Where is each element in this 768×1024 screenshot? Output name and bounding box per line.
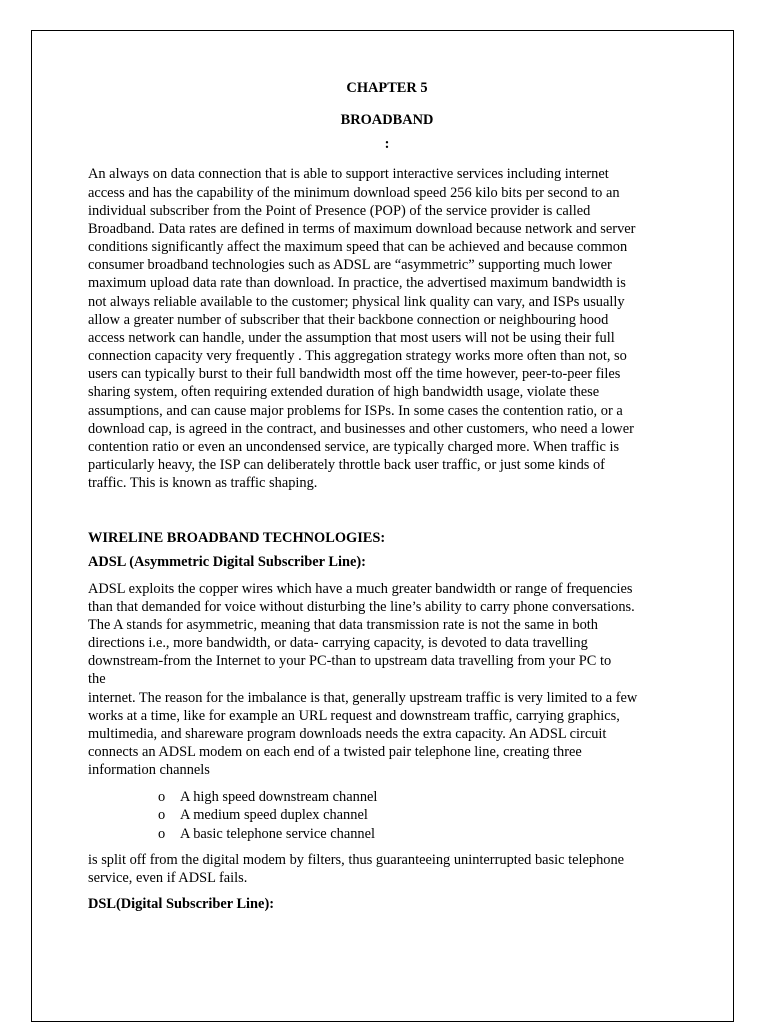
adsl-line: directions i.e., more bandwidth, or data- carrying capacity, is devoted to data travelling (88, 635, 588, 652)
intro-line: download cap, is agreed in the contract, and businesses and other customers, who need a lower (88, 420, 634, 437)
adsl-line: internet. The reason for the imbalance is that, generally upstream traffic is very limited to a few (88, 689, 638, 706)
adsl-line: The A stands for asymmetric, meaning that data transmission rate is not the same in both (88, 616, 598, 633)
intro-line: not always reliable available to the customer; physical link quality can vary, and ISPs usually (88, 293, 625, 310)
adsl-line: information channels (88, 762, 210, 779)
intro-line: maximum upload data rate than download. In practice, the advertised maximum bandwidth is (88, 275, 626, 292)
intro-line: individual subscriber from the Point of Presence (POP) of the service provider is called (88, 202, 591, 219)
adsl-line: works at a time, like for example an URL request and downstream traffic, carrying graphics, (88, 707, 620, 724)
list-item (158, 806, 686, 824)
list-item (158, 788, 686, 806)
adsl-channel-list (88, 788, 686, 842)
intro-line: access network can handle, under the assumption that most users will not be using their full (88, 329, 615, 346)
list-item-text: A high speed downstream channel (180, 789, 378, 806)
section-heading-wireline: WIRELINE BROADBAND TECHNOLOGIES: (88, 530, 386, 547)
intro-line: contention ratio or even an uncondensed service, are typically charged more. When traffic is (88, 438, 620, 455)
adsl-line: the (88, 671, 106, 688)
intro-line: particularly heavy, the ISP can deliberately throttle back user traffic, or just some kinds of (88, 456, 605, 473)
list-item-text: A medium speed duplex channel (180, 807, 368, 824)
after-list-line: service, even if ADSL fails. (88, 869, 248, 886)
after-list-line: is split off from the digital modem by filters, thus guaranteeing uninterrupted basic telephone (88, 851, 625, 868)
title-colon: : (384, 136, 390, 153)
section-heading-adsl: ADSL (Asymmetric Digital Subscriber Line): (88, 554, 366, 571)
intro-line: access and has the capability of the minimum download speed 256 kilo bits per second to an (88, 184, 620, 201)
adsl-line: connects an ADSL modem on each end of a twisted pair telephone line, creating three (88, 744, 582, 760)
intro-line: Broadband. Data rates are defined in terms of maximum download because network and server (88, 220, 636, 237)
document-page (31, 30, 734, 1022)
intro-line: allow a greater number of subscriber that their backbone connection or neighbouring hood (88, 311, 609, 328)
bullet-marker: o (158, 825, 166, 842)
adsl-paragraph (88, 580, 686, 780)
intro-line: conditions significantly affect the maximum speed that can be achieved and because common (88, 239, 628, 256)
intro-line: sharing system, often requiring extended duration of high bandwidth usage, violate these (88, 384, 600, 401)
list-item (158, 825, 686, 843)
adsl-line: than that demanded for voice without disturbing the line’s ability to carry phone conversations. (88, 598, 635, 615)
intro-line: assumptions, and can cause major problems for ISPs. In some cases the contention ratio, or a (88, 402, 623, 419)
intro-line: users can typically burst to their full bandwidth most off the time however, peer-to-peer files (88, 366, 621, 383)
page-content (88, 79, 686, 913)
adsl-line: multimedia, and shareware program downloads needs the extra capacity. An ADSL circuit (88, 725, 607, 742)
bullet-marker: o (158, 789, 166, 806)
adsl-line: ADSL exploits the copper wires which have a much greater bandwidth or range of frequencies (88, 580, 633, 597)
section-heading-dsl: DSL(Digital Subscriber Line): (88, 896, 275, 913)
intro-line: traffic. This is known as traffic shaping. (88, 475, 318, 492)
intro-line: An always on data connection that is able to support interactive services including internet (88, 166, 609, 183)
after-list-paragraph (88, 851, 686, 887)
adsl-line: downstream-from the Internet to your PC-than to upstream data travelling from your PC to (88, 653, 612, 670)
intro-line: connection capacity very frequently . This aggregation strategy works more often than not, so (88, 348, 627, 365)
chapter-number: CHAPTER 5 (346, 80, 428, 96)
intro-line: consumer broadband technologies such as ADSL are “asymmetric” supporting much lower (88, 257, 612, 274)
list-item-text: A basic telephone service channel (180, 825, 375, 842)
intro-paragraph (88, 165, 686, 492)
chapter-title: BROADBAND (340, 112, 434, 129)
bullet-marker: o (158, 807, 166, 824)
